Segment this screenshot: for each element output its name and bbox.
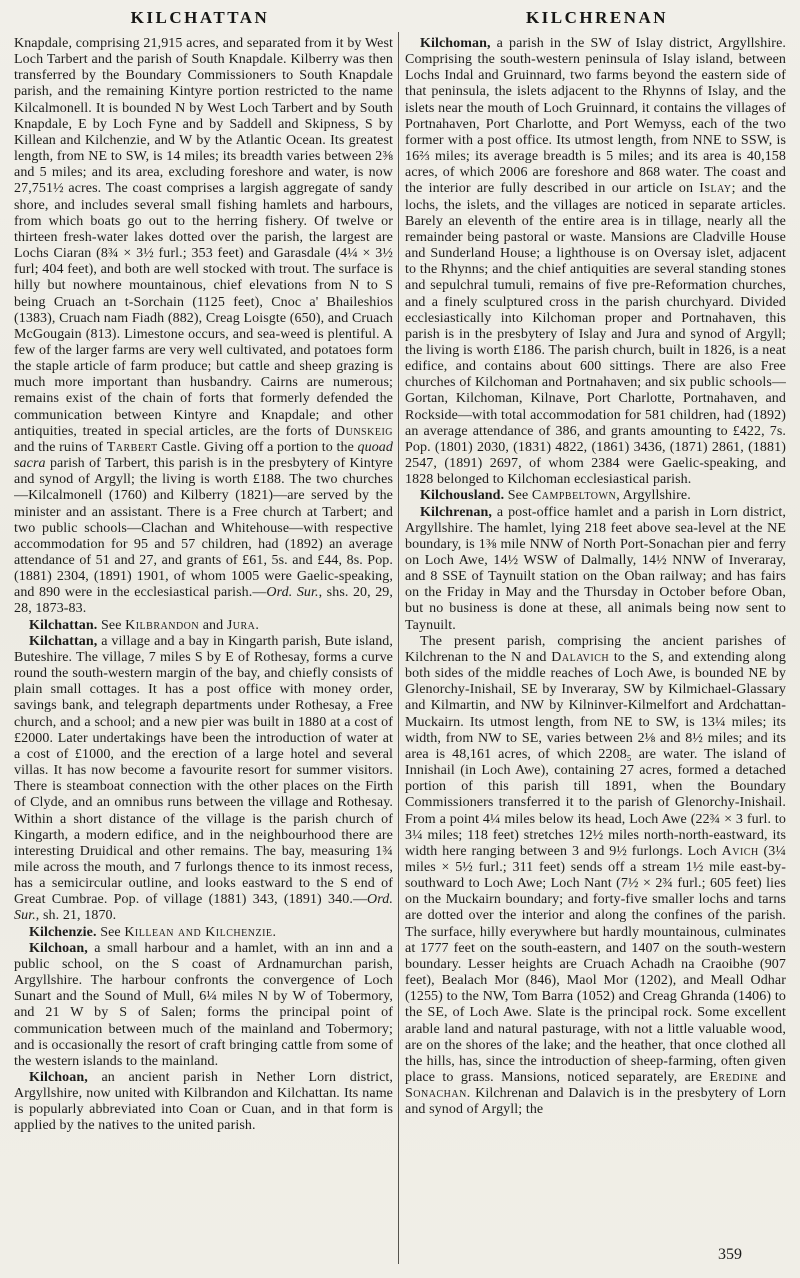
italic-text: Ord. Sur. — [14, 892, 393, 924]
cross-reference: Jura — [226, 617, 256, 633]
body-text: and — [199, 617, 227, 633]
cross-reference: Sonachan — [405, 1086, 467, 1102]
body-text: an ancient parish in Nether Lorn district, Argyllshire, now united with Kilbrandon and Kilchattan. Its name is popularly abbreviated into Coan or Cuan, and in that form is applied by the natives to the united parish. — [14, 1070, 393, 1134]
cross-reference: Kilbrandon — [125, 617, 200, 633]
italic-text: Ord. Sur. — [266, 585, 319, 601]
cross-reference: Killean and Kilchenzie — [124, 924, 273, 940]
entry-name: Kilchoan, — [29, 1070, 88, 1085]
body-text: . — [255, 617, 259, 633]
left-column — [14, 36, 393, 1264]
paragraph — [14, 925, 393, 941]
paragraph — [405, 488, 786, 504]
cross-reference: Islay — [699, 181, 732, 197]
cross-reference: Dalavich — [551, 649, 610, 665]
body-text: See — [504, 488, 532, 504]
entry-name: Kilchoan, — [29, 940, 88, 956]
entry-name: Kilchenzie. — [29, 924, 97, 940]
cross-reference: Eredine — [709, 1070, 759, 1085]
paragraph — [14, 1070, 393, 1135]
cross-reference: Campbeltown — [531, 488, 617, 504]
body-text: parish of Tarbert, this parish is in the presbytery of Kintyre and synod of Argyll; the living is worth £188. The two churches—Kilcalmonell (1760) and Kilberry (1821)—are served by the minister and an assistant. There is a Free church at Tarbert; and two public schools—Clachan and Whitehouse—with respective accommodation for 95 and 57 children, had (1892) an average attendance of 51 and 27, and grants of £61, 5s. and £44, 8s. Pop. (1881) 2304, (1891) 1901, of whom 1005 were Gaelic-speaking, and 890 were in the ecclesiastical parish.— — [14, 456, 393, 601]
body-text: to the S, and extending along both sides of the middle reaches of Loch Awe, is bounded NE by Glenorchy-Inishail, SE by Inveraray, SW by Kilmichael-Glassary and Kilmartin, and NW by Kilninver-Kilmelfort and Ardchattan-Muckairn. Its utmost length, from NE to SW, is 13¼ miles; its width, from NW to SE, varies between 2⅛ and 8½ miles; and its area is 48,161 acres, of which 2208₅ are water. The island of Innishail (in Loch Awe), containing 27 acres, formed a detached portion of this parish till 1891, when the Boundary Commissioners transferred it to the parish of Glenorchy-Inishail. From a point 4¼ miles below its head, Loch Awe (22¾ × 3 furl. to 3¼ miles; 118 feet) stretches 12½ miles north-north-eastward, its width here ranging between 3 and 9½ furlongs. Loch — [405, 649, 786, 859]
paragraph — [14, 618, 393, 634]
paragraph — [405, 505, 786, 634]
paragraph — [14, 634, 393, 925]
body-text: a parish in the SW of Islay district, Argyllshire. Comprising the south-western peninsula of Islay island, between Lochs Indal and Gruinnard, two farms beyond the eastern side of that peninsula, the islets adjacent to the Rhynns of Islay, and the islets near the mouth of Loch Gruinnard, it contains the villages of Portnahaven, Port Charlotte, and Port Wemyss, each of the two former with a post office. Its utmost length, from NNE to SSW, is 16⅔ miles; its average breadth is 5 miles; and its area is 40,158 acres, of which 2006 are foreshore and 868 water. The coast and the interior are fully described in our article on — [405, 36, 786, 197]
body-text: (3¼ miles × 5½ furl.; 311 feet) sends off a stream 1½ mile east-by-southward to Loch Awe; Loch Nant (7½ × 2¾ furl.; 605 feet) lies on the Muckairn boundary; and forty-five smaller lochs and tarns are dotted over the interior and along the confines of the parish. The surface, hilly everywhere but hardly mountainous, culminates at 1777 feet on the south-eastern, and 1407 on the south-western boundary. Lesser heights are Cruach Achadh na Craoibhe (907 feet), Bealach Mor (846), Maol Mor (1202), and Meall Odhar (1255) to the NW, Tom Barra (1052) and Creag Ghranda (1406) to the SE, of Loch Awe. Slate is the principal rock. Some excellent arable land and natural pasturage, with not a little valuable wood, are on the shores of the lake; and the heather, that once clothed all the hills, has, since the introduction of sheep-farming, often given place to grass. Mansions, noticed separately, are — [405, 843, 786, 1085]
cross-reference: Tarbert — [106, 439, 158, 455]
entry-name: Kilchattan, — [29, 633, 98, 649]
paragraph — [405, 36, 786, 488]
body-text: and the ruins of — [14, 439, 107, 455]
entry-name: Kilchoman, — [420, 36, 491, 51]
body-text: , sh. 21, 1870. — [35, 908, 117, 924]
body-text: , shs. 20, 29, 28, 1873-83. — [14, 585, 393, 617]
body-text: The present parish, comprising the ancient parishes of Kilchrenan to the N and — [405, 633, 786, 665]
page-number: 359 — [718, 1246, 742, 1263]
body-text: a village and a bay in Kingarth parish, Bute island, Buteshire. The village, 7 miles S by E of Rothesay, forms a curve round the south-western margin of the bay, and chiefly consists of plain small cottages. It has a post office with money order, savings bank, and telegraph departments under Rothesay, a Free church, and a school; and a new pier was built in 1880 at a cost of £2000. Later undertakings have been the introduction of water at a cost of £1000, and the erection of a large hotel and several villas. It has now become a favourite resort for summer visitors. There is steamboat connection with the other places on the Firth of Clyde, and an omnibus runs between the village and Rothesay. Within a short distance of the village is the parish church of Kingarth, a modern edifice, and in the neighbourhood there are interesting Druidical and other remains. The bay, measuring 1¾ mile across the mouth, and 7 furlongs thence to its inmost recess, has a semicircular outline, and looks eastward to the S end of Great Cumbrae. Pop. of village (1881) 343, (1891) 340.— — [14, 633, 393, 908]
body-text: a post-office hamlet and a parish in Lorn district, Argyllshire. The hamlet, lying 218 feet above sea-level at the NE boundary, is 1⅜ mile NNW of North Port-Sonachan pier and ferry on Loch Awe, 14½ WSW of Dalmally, 14½ NNW of Inveraray, and 8 SSE of Taynuilt station on the Oban railway; and has fairs on the Friday in May and the Thursday in October before Oban, but no business is done at these, all animals being now sent to Taynuilt. — [405, 504, 786, 633]
cross-reference: Dunskeig — [335, 423, 393, 439]
body-text: Knapdale, comprising 21,915 acres, and separated from it by West Loch Tarbert and the parish of South Knapdale. Kilberry was then transferred by the Boundary Commissioners to South Knapdale parish, and the remaining Kintyre portion restricted to the name Kilcalmonell. It is bounded N by West Loch Tarbert and by South Knapdale, E by Loch Fyne and by Saddell and Skipness, S by Killean and Kilchenzie, and W by the Atlantic Ocean. Its greatest length, from NE to SW, is 14 miles; its breadth varies between 2⅜ and 5 miles; and its area, excluding foreshore and water, is now 27,751½ acres. The coast comprises a largish aggregate of sandy shore, and includes several small fishing hamlets and harbours, from which boats go out to the herring fishery. Of twelve or thirteen fresh-water lakes dotted over the parish, the largest are Lochs Ciaran (8¾ × 3½ furl.; 353 feet) and Garasdale (4¼ × 3½ furl; 404 feet), and both are well stocked with trout. The surface is hilly but nowhere mountainous, chief elevations from N to S being Cruach an t-Sorchain (1125 feet), Cnoc a' Bhaileshios (1383), Cruach nam Fiadh (882), Creag Loisgte (650), and Cruach McGougain (813). Limestone occurs, and sea-weed is plentiful. A few of the larger farms are very well cultivated, and potatoes form the staple article of farm produce; but cattle and sheep grazing is much more important than husbandry. Cairns are numerous; remains exist of the chain of forts that formerly defended the communication between Kintyre and Knapdale; and other antiquities, treated in special articles, are the forts of — [14, 36, 393, 439]
body-text: . — [272, 924, 277, 940]
running-header-right: KILCHRENAN — [525, 8, 669, 27]
body-text: a small harbour and a hamlet, with an inn and a public school, on the S coast of Ardnamurchan parish, Argyllshire. The harbour confronts the convergence of Loch Sunart and the Sound of Mull, 6¼ miles N by W of Tobermory, and 21 W by S of Salen; forms the principal point of communication between much of the mainland and Tobermory; and is occasionally the resort of craft bringing cattle from some of the western islands to the mainland. — [14, 940, 393, 1069]
body-text: . Kilchrenan and Dalavich is in the presbytery of Lorn and synod of Argyll; the — [405, 1086, 786, 1118]
italic-text: quoad sacra — [14, 439, 393, 472]
body-text: , Argyllshire. — [616, 488, 691, 504]
body-text: See — [96, 924, 125, 940]
body-text: and — [758, 1070, 786, 1085]
column-divider-rule — [398, 32, 399, 1264]
body-text: Castle. Giving off a portion to the — [157, 439, 358, 455]
paragraph — [14, 941, 393, 1070]
paragraph — [405, 634, 786, 1119]
entry-name: Kilchousland. — [420, 488, 505, 504]
right-column — [405, 36, 786, 1264]
paragraph — [14, 36, 393, 618]
body-text: ; and the lochs, the islets, and the villages are noticed in separate articles. Barely an eleventh of the entire area is in tillage, nearly all the remainder being pastoral or waste. Mansions are Cladville House and Sunderland House; a lighthouse is on Oversay islet, adjacent to the Rhynns; and the chief antiquities are several standing stones and sepulchral tumuli, remains of five pre-Reformation churches, and a finely sculptured cross in the parish churchyard. Divided ecclesiastically into Kilchoman proper and Portnahaven, this parish is in the presbytery of Islay and Jura and synod of Argyll; the living is worth £186. The parish church, built in 1826, is a neat edifice, and contains about 600 sittings. There are also Free churches of Kilchoman and Portnahaven; and six public schools—Gortan, Kilchoman, Kilnave, Port Charlotte, Portnahaven, and Rockside—with total accommodation for 581 children, had (1892) an average attendance of 386, and grants amounting to £422, 7s. Pop. (1801) 2030, (1831) 4822, (1861) 3436, (1871) 2861, (1881) 2547, (1891) 2697, of whom 2384 were Gaelic-speaking, and 1828 belonged to Kilchoman ecclesiastical parish. — [405, 181, 786, 488]
entry-name: Kilchattan. — [29, 617, 98, 633]
cross-reference: Avich — [721, 843, 759, 859]
running-header-left: KILCHATTAN — [130, 8, 270, 27]
body-text: See — [97, 617, 126, 633]
entry-name: Kilchrenan, — [420, 504, 493, 520]
